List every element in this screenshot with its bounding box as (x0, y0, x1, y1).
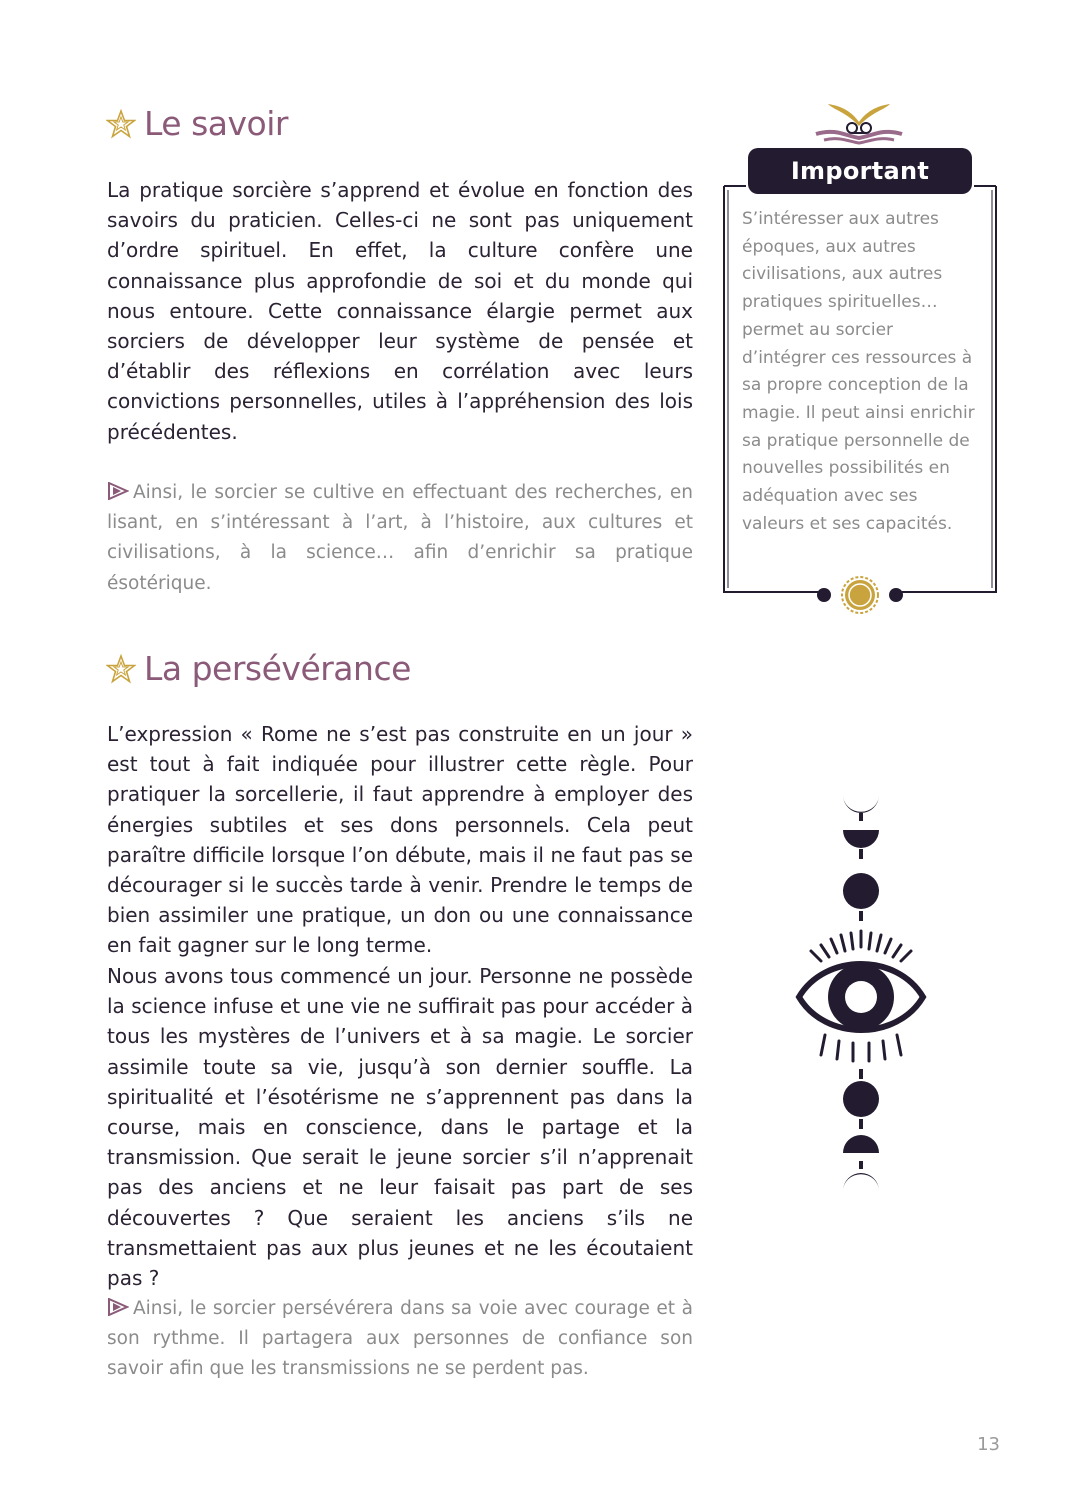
arrow-bullet-icon (107, 482, 129, 500)
body-paragraph: La pratique sorcière s’apprend et évolue en fonction des savoirs du praticien. Celles-ci ne sont pas uniquement d’ordre spirituel. En effet, la culture confère une connaissance plus approfondie de soi et du monde qui nous entoure. Cette connaissance élargie permet aux sorciers de développer leur système de pensée et d’établir des réflexions en corrélation avec leurs convictions personnelles, utiles à l’appréhension des lois précédentes. (107, 178, 693, 444)
star-icon (106, 109, 136, 139)
section-title: La persévérance (144, 649, 411, 688)
arrow-bullet-icon (107, 1298, 129, 1316)
body-paragraph: L’expression « Rome ne s’est pas construite en un jour » est tout à fait indiquée pour illustrer cette règle. Pour pratiquer la sorcellerie, il faut apprendre à employer des énergies subtiles et ses dons personnels. Cela peut paraître difficile lorsque l’on débute, mais il ne faut pas se décourager si le succès tarde à venir. Prendre le temps de bien assimiler une pratique, un don ou une connaissance en fait gagner sur le long terme. (107, 722, 693, 958)
body-paragraph: Nous avons tous commencé un jour. Personne ne possède la science infuse et une vie ne suffirait pas pour accéder à tous les mystères de l’univers et à sa magie. Le sorcier assimile toute sa vie, jusqu’à son dernier souffle. La spiritualité et l’ésotérisme ne s’apprennent pas dans la course, mais en conscience, dans le partage et la transmission. Que serait le jeune sorcier s’il n’apprenait pas des anciens et ne leur faisait pas part de ses découvertes ? Que seraient les anciens s’ils ne transmettaient pas aux plus jeunes et ne les écoutaient pas ? (107, 964, 693, 1291)
page-number: 13 (977, 1434, 1000, 1455)
star-icon (106, 654, 136, 684)
note-text: Ainsi, le sorcier persévérera dans sa voie avec courage et à son rythme. Il partagera aux personnes de confiance son savoir afin que les transmissions ne se perdent pas. (107, 1298, 693, 1380)
note-paragraph (107, 478, 693, 599)
important-text: S’intéresser aux autres époques, aux autres civilisations, aux autres pratiques spirituelles… permet au sorcier d’intégrer ces ressources à sa propre conception de la magie. Il peut ainsi enrichir sa pratique personnelle de nouvelles possibilités en adéquation avec ses valeurs et ses capacités. (742, 209, 975, 534)
heading-le-savoir (106, 104, 288, 143)
important-badge: Important (748, 148, 972, 194)
important-box (722, 157, 998, 596)
note-text: Ainsi, le sorcier se cultive en effectuant des recherches, en lisant, en s’intéressant à l’art, à l’histoire, aux cultures et civilisations, à la science… afin d’enrichir sa pratique ésotérique. (107, 482, 693, 594)
note-paragraph (107, 1294, 693, 1385)
section-title: Le savoir (144, 104, 288, 143)
ornament-icon (806, 100, 912, 148)
moon-eye-illustration (795, 785, 927, 1199)
heading-la-perseverance (106, 649, 411, 688)
